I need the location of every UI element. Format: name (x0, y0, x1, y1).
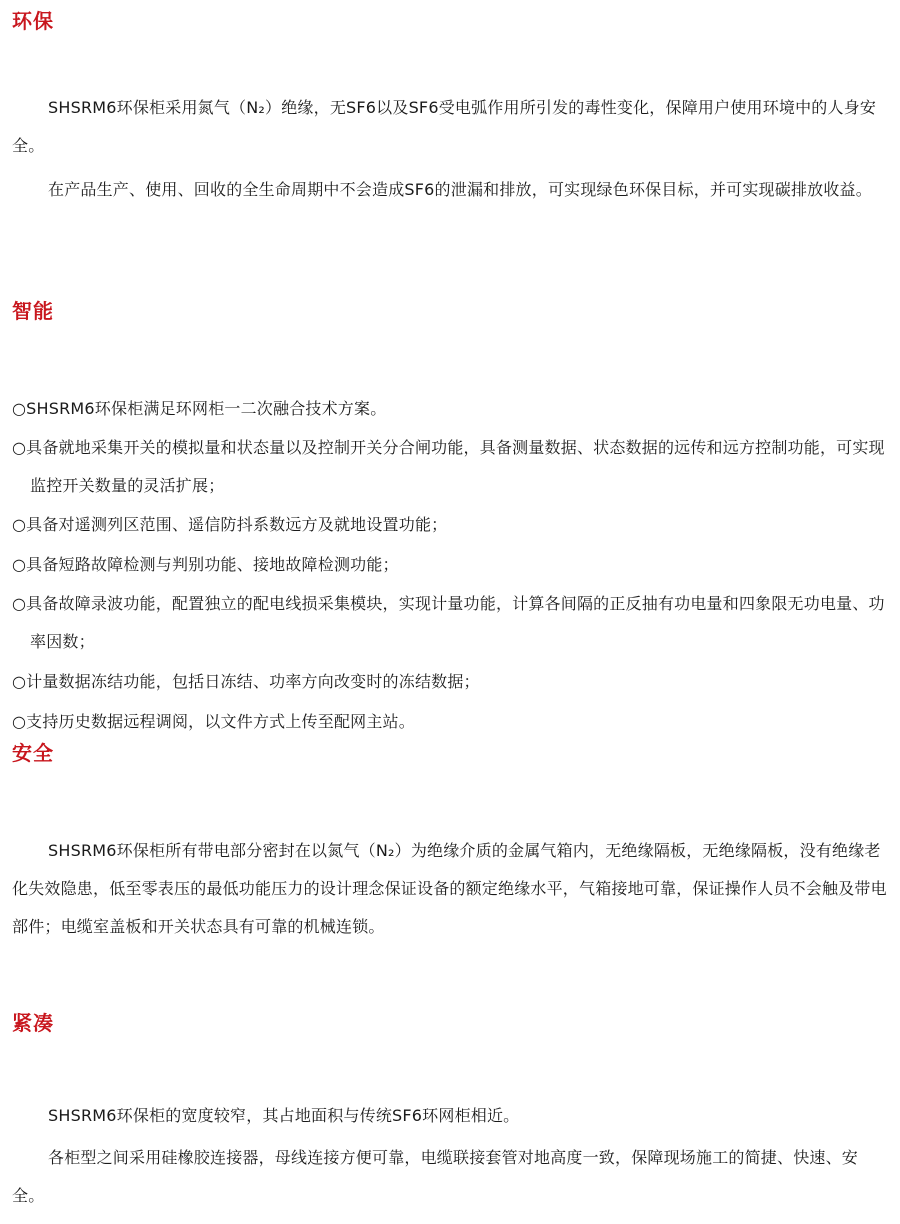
smart-bullet-6: ○计量数据冻结功能，包括日冻结、功率方向改变时的冻结数据； (12, 672, 480, 691)
smart-bullet-7: ○支持历史数据远程调阅，以文件方式上传至配网主站。 (12, 712, 415, 731)
section-heading-eco: 环保 (12, 9, 54, 33)
section-heading-smart: 智能 (12, 299, 54, 323)
smart-bullet-4: ○具备短路故障检测与判别功能、接地故障检测功能； (12, 555, 399, 574)
compact-paragraph-2: 各柜型之间采用硅橡胶连接器，母线连接方便可靠，电缆联接套管对地高度一致，保障现场施工的简捷、快速、安全。 (12, 1148, 859, 1205)
compact-paragraph-1: SHSRM6环保柜的宽度较窄，其占地面积与传统SF6环网柜相近。 (48, 1106, 520, 1125)
safety-paragraph-1: SHSRM6环保柜所有带电部分密封在以氮气（N₂）为绝缘介质的金属气箱内，无绝缘隔板，无绝缘隔板，没有绝缘老化失效隐患，低至零表压的最低功能压力的设计理念保证设备的额定绝缘水平，气箱接地可靠，保证操作人员不会触及带电部件；电缆室盖板和开关状态具有可靠的机械连锁。 (12, 841, 887, 936)
eco-paragraph-1: SHSRM6环保柜采用氮气（N₂）绝缘，无SF6以及SF6受电弧作用所引发的毒性变化，保障用户使用环境中的人身安全。 (12, 98, 877, 155)
section-heading-compact: 紧凑 (12, 1011, 54, 1035)
smart-bullet-3: ○具备对遥测列区范围、遥信防抖系数远方及就地设置功能； (12, 515, 448, 534)
smart-bullet-2: ○具备就地采集开关的模拟量和状态量以及控制开关分合闸功能，具备测量数据、状态数据的远传和远方控制功能，可实现监控开关数量的灵活扩展； (12, 438, 885, 495)
smart-bullet-1: ○SHSRM6环保柜满足环网柜一二次融合技术方案。 (12, 399, 387, 418)
section-heading-safety: 安全 (12, 741, 54, 765)
smart-bullet-5: ○具备故障录波功能，配置独立的配电线损采集模块，实现计量功能，计算各间隔的正反抽有功电量和四象限无功电量、功率因数； (12, 594, 885, 651)
eco-paragraph-2: 在产品生产、使用、回收的全生命周期中不会造成SF6的泄漏和排放，可实现绿色环保目标，并可实现碳排放收益。 (48, 180, 872, 199)
